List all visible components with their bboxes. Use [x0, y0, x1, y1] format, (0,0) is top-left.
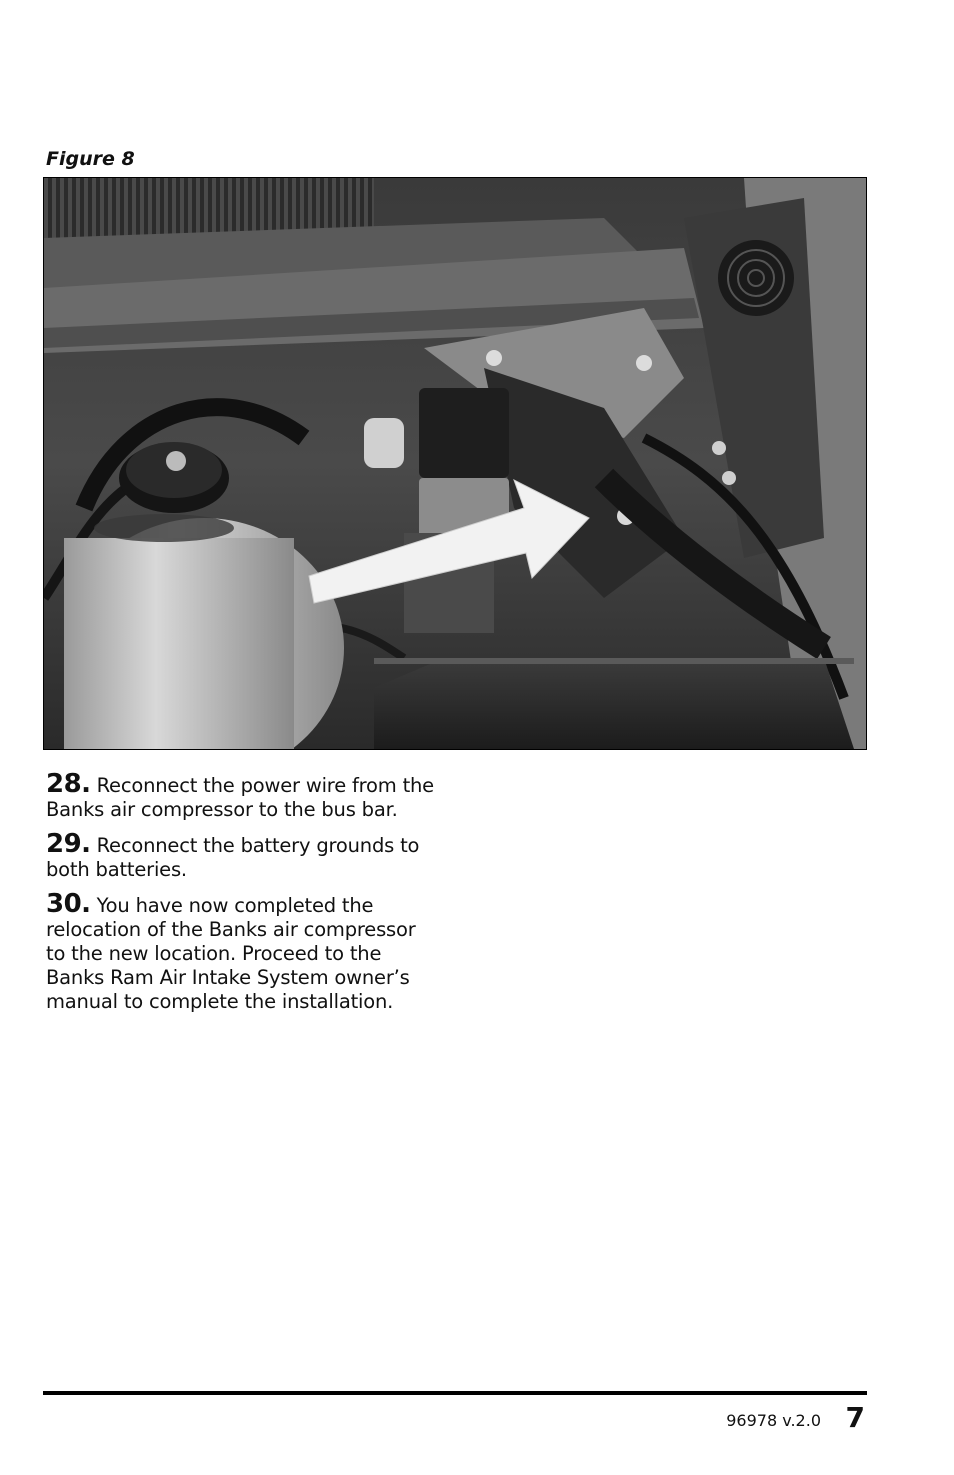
step-text: Reconnect the power wire from the Banks air compressor to the bus bar.	[46, 774, 434, 821]
step-text: You have now completed the relocation of the Banks air compressor to the new location. Proceed to the Banks Ram Air Intake System owner’s manual to complete the installation.	[46, 894, 416, 1013]
figure-label: Figure 8	[46, 148, 135, 170]
step-28	[46, 769, 436, 822]
step-number: 28.	[46, 769, 91, 799]
step-text: Reconnect the battery grounds to both batteries.	[46, 834, 420, 881]
instruction-steps	[46, 769, 436, 1024]
engine-bay-photo	[44, 178, 866, 749]
step-number: 29.	[46, 829, 91, 859]
figure-photo	[43, 177, 867, 750]
step-number: 30.	[46, 889, 91, 919]
page-number: 7	[845, 1401, 865, 1434]
step-29	[46, 829, 436, 882]
footer-divider	[43, 1391, 867, 1395]
document-version: 96978 v.2.0	[726, 1411, 821, 1430]
step-30	[46, 889, 436, 1014]
